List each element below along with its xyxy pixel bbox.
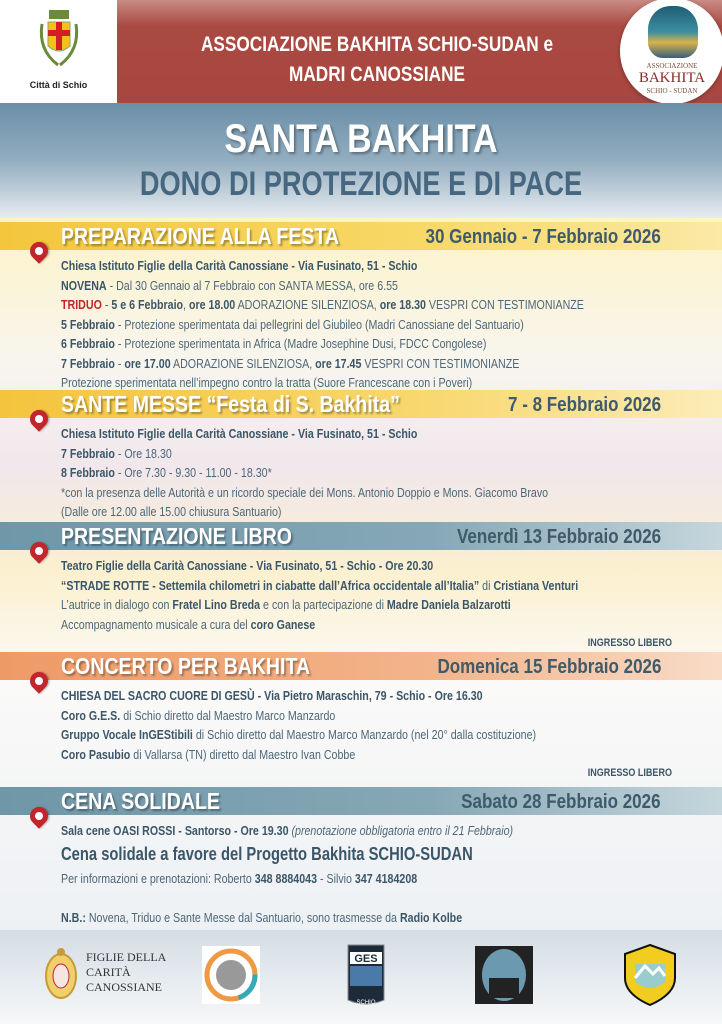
text-segment: di Vallarsa (TN) diretto dal Maestro Ivan Cobbe — [130, 746, 356, 762]
section-date: Venerdì 13 Febbraio 2026 — [456, 526, 661, 548]
event-detail-line — [61, 556, 603, 576]
logo-text: SCHIO - SUDAN — [646, 87, 698, 95]
text-segment: - Protezione sperimentata in Africa (Madre Josephine Dusi, FDCC Congolese) — [114, 336, 487, 351]
text-segment: coro Ganese — [250, 616, 316, 632]
sponsor-logos — [0, 930, 722, 1024]
text-segment: (Dalle ore 12.00 alle 15.00 chiusura Santuario) — [61, 504, 282, 519]
section-header — [0, 222, 722, 250]
text-segment: ADORAZIONE SILENZIOSA, — [170, 355, 316, 371]
event-detail-line — [61, 686, 603, 706]
text-segment: ore 17.00 — [124, 355, 171, 371]
event-detail-line — [61, 706, 603, 726]
note-line — [130, 764, 722, 784]
note-line — [130, 634, 722, 654]
event-detail-line — [61, 888, 603, 908]
text-segment: ore 18.30 — [379, 297, 426, 312]
coro-ges-schio-logo — [347, 944, 385, 1006]
text-segment: 7 Febbraio — [61, 445, 115, 461]
section-date: 7 - 8 Febbraio 2026 — [507, 394, 661, 416]
event-detail-line — [61, 595, 603, 615]
logo-text: FIGLIE DELLA — [86, 950, 167, 964]
text-segment: TRIDUO — [61, 297, 102, 312]
section-header — [0, 522, 722, 550]
event-detail-line — [61, 483, 603, 503]
event-section — [0, 787, 722, 927]
section-title: PRESENTAZIONE LIBRO — [61, 523, 293, 549]
text-segment: 6 Febbraio — [61, 336, 115, 351]
text-segment: Novena, Triduo e Sante Messe dal Santuario, sono trasmesse da — [85, 909, 400, 925]
text-segment: 7 Febbraio — [61, 355, 115, 371]
text-segment: Cena solidale a favore del Progetto Bakhita SCHIO-SUDAN — [61, 843, 473, 864]
banner-line: MADRI CANOSSIANE — [288, 63, 466, 86]
page-title: SANTA BAKHITA — [224, 117, 498, 161]
banner-line: ASSOCIAZIONE BAKHITA SCHIO-SUDAN e — [200, 33, 554, 56]
event-detail-line — [61, 256, 603, 276]
event-detail-line — [61, 354, 603, 374]
text-segment: - Ore 7.30 - 9.30 - 11.00 - 18.30* — [114, 465, 272, 480]
event-detail-line — [61, 444, 603, 464]
bakhita-portrait-icon — [648, 6, 698, 58]
event-detail-line — [61, 463, 603, 483]
text-segment: - Protezione sperimentata dai pellegrini del Giubileo (Madri Canossiane del Santuario) — [114, 316, 524, 332]
text-segment: N.B.: — [61, 909, 86, 925]
text-segment: CHIESA DEL SACRO CUORE DI GESÙ - Via Pietro Maraschin, 79 - Schio - Ore 16.30 — [61, 688, 483, 703]
text-segment: Chiesa Istituto Figlie della Carità Canossiane - Via Fusinato, 51 - Schio — [61, 258, 418, 273]
text-segment: ore 17.45 — [315, 355, 362, 371]
ingestibili-schio-logo — [475, 946, 533, 1004]
text-segment: 348 8884043 — [254, 870, 318, 886]
logo-text: BAKHITA — [638, 70, 706, 86]
text-segment: Coro G.E.S. — [61, 707, 121, 723]
event-section — [0, 652, 722, 784]
text-segment: di Schio diretto dal Maestro Marco Manzardo (nel 20° dalla costituzione) — [192, 727, 537, 742]
text-segment: 8 Febbraio — [61, 465, 115, 480]
coro-pasubio-logo — [623, 944, 677, 1006]
section-date: 30 Gennaio - 7 Febbraio 2026 — [425, 226, 661, 248]
text-segment: L’autrice in dialogo con — [61, 597, 173, 612]
free-entry-note: INGRESSO LIBERO — [587, 637, 672, 649]
associazione-bakhita-logo — [620, 0, 722, 104]
section-date: Sabato 28 Febbraio 2026 — [461, 791, 661, 813]
text-segment: NOVENA — [61, 277, 107, 293]
section-title: CENA SOLIDALE — [61, 788, 220, 814]
event-detail-line — [61, 334, 603, 354]
hero — [0, 103, 722, 218]
logo-text: CARITÀ — [86, 965, 131, 979]
text-segment: - Silvio — [317, 870, 355, 886]
event-detail-line — [61, 502, 603, 522]
figlie-carita-canossiane-logo — [42, 946, 80, 1002]
page-subtitle: DONO DI PROTEZIONE E DI PACE — [139, 165, 583, 203]
event-section — [0, 522, 722, 654]
text-segment: Cristiana Venturi — [493, 577, 579, 593]
event-detail-line — [61, 745, 603, 765]
logo-text: CANOSSIANE — [86, 980, 163, 994]
event-detail-line — [61, 841, 603, 869]
text-segment: Madre Daniela Balzarotti — [386, 597, 511, 612]
event-detail-line — [61, 295, 603, 315]
section-title: PREPARAZIONE ALLA FESTA — [61, 223, 340, 249]
text-segment: Coro Pasubio — [61, 746, 131, 762]
section-date: Domenica 15 Febbraio 2026 — [437, 656, 661, 678]
text-segment: , — [183, 297, 189, 312]
text-segment: - Ore 18.30 — [114, 445, 172, 461]
text-segment: di Schio diretto dal Maestro Marco Manzardo — [120, 707, 336, 723]
text-segment: - — [101, 297, 112, 312]
program — [0, 218, 722, 930]
city-coat-of-arms-icon — [36, 10, 82, 72]
event-detail-line — [61, 424, 603, 444]
event-detail-line — [61, 615, 603, 635]
section-header — [0, 390, 722, 418]
event-detail-line — [61, 276, 603, 296]
free-entry-note: INGRESSO LIBERO — [587, 767, 672, 779]
text-segment: Protezione sperimentata nell’impegno contro la tratta (Suore Francescane con i Poveri) — [61, 375, 473, 390]
text-segment: Accompagnamento musicale a cura del — [61, 616, 251, 632]
text-segment: di — [479, 577, 494, 593]
text-segment: 347 4184208 — [354, 870, 418, 886]
text-segment: Per informazioni e prenotazioni: Roberto — [61, 870, 255, 886]
text-segment: Fratel Lino Breda — [172, 597, 261, 612]
logo-text: ASSOCIAZIONE — [646, 62, 698, 70]
text-segment: 5 Febbraio — [61, 316, 115, 332]
text-segment: Gruppo Vocale InGEStibili — [61, 727, 193, 742]
section-header — [0, 787, 722, 815]
text-segment: *con la presenza delle Autorità e un ricordo speciale dei Mons. Antonio Doppio e Mons. Giacomo Bravo — [61, 484, 549, 500]
text-segment: VESPRI CON TESTIMONIANZE — [425, 297, 584, 312]
event-section — [0, 390, 722, 522]
text-segment: Chiesa Istituto Figlie della Carità Canossiane - Via Fusinato, 51 - Schio — [61, 426, 418, 441]
section-header — [0, 652, 722, 680]
text-segment: - Dal 30 Gennaio al 7 Febbraio con SANTA MESSA, ore 6.55 — [106, 277, 398, 293]
text-segment: - — [114, 355, 125, 371]
text-segment: e con la partecipazione di — [260, 597, 387, 612]
section-title: CONCERTO PER BAKHITA — [61, 653, 311, 679]
text-segment: Radio Kolbe — [399, 909, 463, 925]
text-segment: ADORAZIONE SILENZIOSA, — [235, 297, 380, 312]
text-segment: (prenotazione obbligatoria entro il 21 Febbraio) — [288, 823, 514, 838]
event-detail-line — [61, 869, 603, 889]
event-detail-line — [61, 821, 603, 841]
event-detail-line — [61, 725, 603, 745]
text-segment: - Settemila chilometri in ciabatte dall’Africa occidentale all’Italia” — [149, 577, 480, 593]
event-detail-line — [61, 315, 603, 335]
associazione-logo — [202, 946, 260, 1004]
logo-text: SCHIO — [356, 1000, 376, 1006]
event-detail-line — [61, 908, 603, 928]
text-segment: “STRADE ROTTE — [61, 577, 150, 593]
text-segment: Teatro Figlie della Carità Canossiane - Via Fusinato, 51 - Schio - Ore 20.30 — [61, 558, 434, 573]
text-segment: 5 e 6 Febbraio — [111, 297, 184, 312]
logo-text: GES — [354, 953, 378, 965]
text-segment: ore 18.00 — [188, 297, 236, 312]
city-logo-area — [0, 0, 117, 103]
event-section — [0, 222, 722, 393]
text-segment: VESPRI CON TESTIMONIANZE — [361, 355, 520, 371]
event-detail-line — [61, 576, 603, 596]
section-title: SANTE MESSE “Festa di S. Bakhita” — [61, 391, 400, 417]
text-segment: Sala cene OASI ROSSI - Santorso - Ore 19.30 — [61, 823, 289, 838]
city-label: Città di Schio — [29, 80, 88, 90]
